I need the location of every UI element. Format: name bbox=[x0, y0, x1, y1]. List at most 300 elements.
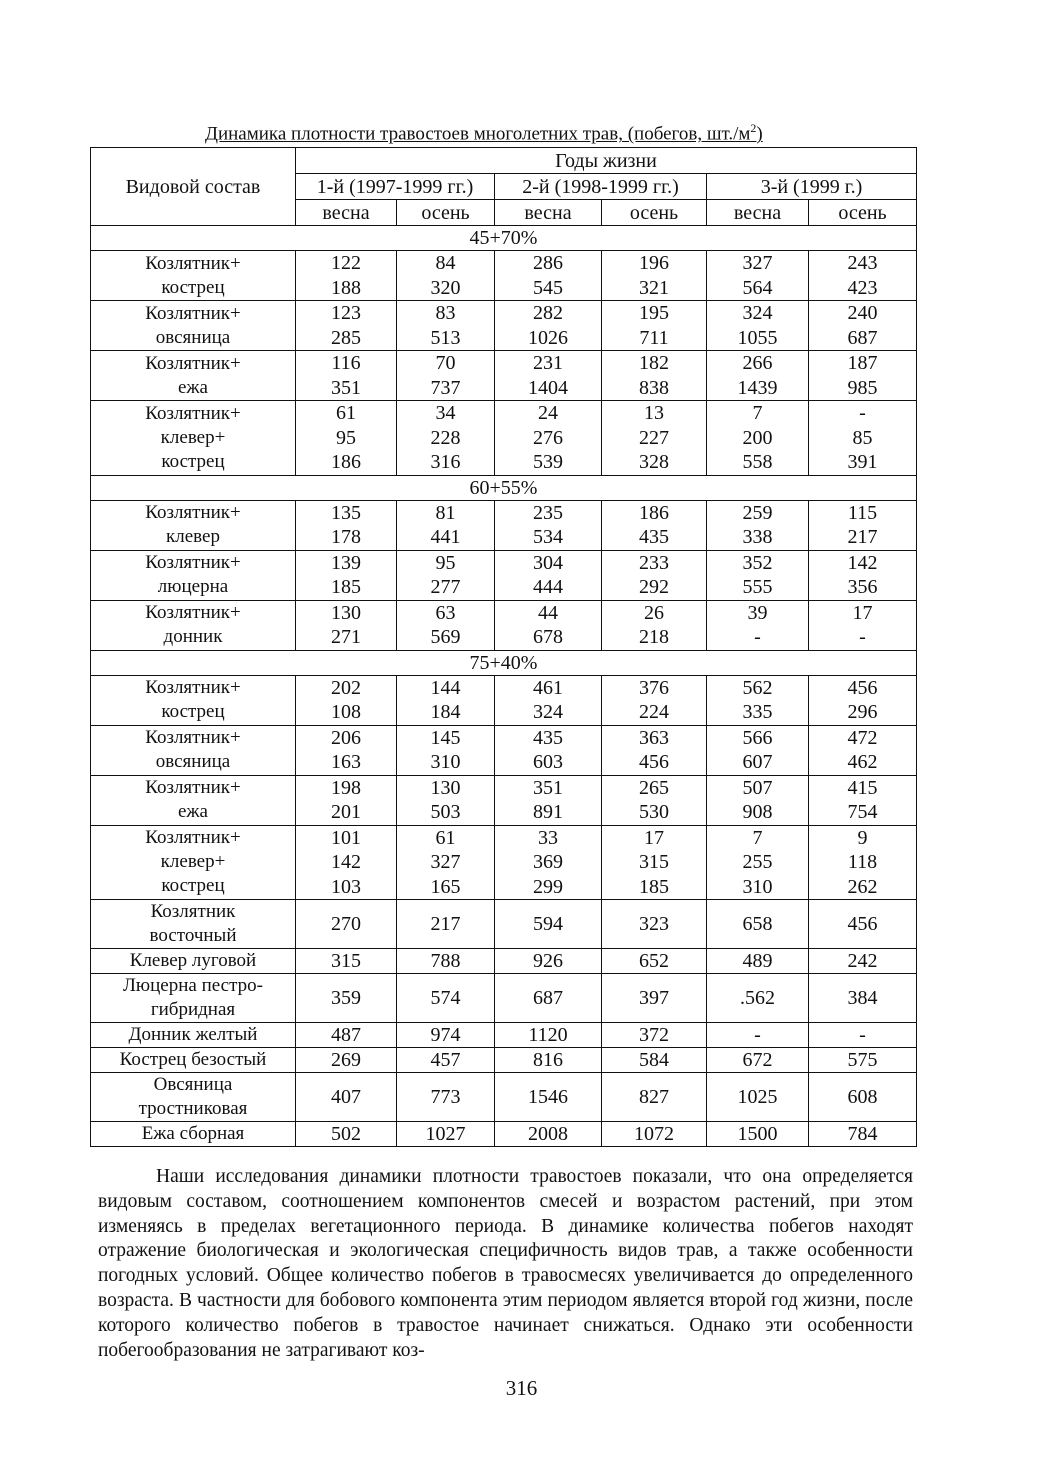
species-name-line: кострец bbox=[161, 875, 225, 897]
species-name-line: Козлятник+ bbox=[145, 602, 241, 623]
cell-value: 70 bbox=[435, 352, 456, 374]
cell-value: 240 bbox=[847, 302, 878, 324]
table-row bbox=[91, 1048, 917, 1073]
value-cell bbox=[602, 675, 707, 725]
value-cell bbox=[296, 775, 397, 825]
value-cell bbox=[809, 351, 917, 401]
cell-value: 534 bbox=[533, 526, 563, 548]
cell-value: 218 bbox=[639, 626, 669, 648]
value-cell bbox=[397, 351, 495, 401]
cell-value: 217 bbox=[847, 526, 878, 548]
value-cell bbox=[397, 301, 495, 351]
cell-value: 356 bbox=[847, 576, 878, 598]
year-2-header: 2-й (1998-1999 гг.) bbox=[495, 174, 707, 200]
species-name-line: гибридная bbox=[150, 999, 236, 1020]
cell-value: 285 bbox=[331, 326, 361, 349]
species-name bbox=[91, 1122, 296, 1147]
species-name-line: овсяница bbox=[155, 751, 231, 772]
value-cell bbox=[495, 550, 602, 600]
section-label: 45+70% bbox=[91, 226, 917, 251]
value-cell bbox=[397, 550, 495, 600]
table-row bbox=[91, 401, 917, 476]
cell-value: 1439 bbox=[737, 376, 778, 399]
cell-value: 562 bbox=[742, 676, 773, 699]
value-cell bbox=[602, 825, 707, 900]
cell-value: 324 bbox=[742, 302, 773, 324]
value-cell bbox=[397, 725, 495, 775]
cell-value: 369 bbox=[533, 851, 563, 873]
species-name bbox=[91, 401, 296, 476]
value-cell: 397 bbox=[602, 974, 707, 1023]
cell-value: 33 bbox=[538, 826, 558, 849]
table-body bbox=[91, 226, 917, 1147]
cell-value: 838 bbox=[639, 376, 669, 399]
value-cell bbox=[296, 401, 397, 476]
cell-value: 85 bbox=[852, 426, 873, 449]
cell-value: 569 bbox=[430, 626, 461, 648]
cell-value: 435 bbox=[639, 526, 669, 548]
cell-value: 435 bbox=[533, 726, 563, 749]
cell-value: 235 bbox=[533, 501, 563, 524]
cell-value: 122 bbox=[331, 252, 361, 274]
cell-value: 26 bbox=[644, 601, 664, 624]
species-name-line: Козлятник+ bbox=[145, 552, 241, 573]
cell-value: 603 bbox=[533, 751, 563, 773]
species-name bbox=[91, 900, 296, 949]
cell-value: 271 bbox=[331, 626, 361, 648]
cell-value: 108 bbox=[331, 701, 361, 723]
species-name-line: ежа bbox=[178, 376, 208, 398]
cell-value: 233 bbox=[639, 551, 669, 574]
cell-value: 265 bbox=[639, 776, 669, 799]
cell-value: 558 bbox=[742, 451, 773, 473]
value-cell: 574 bbox=[397, 974, 495, 1023]
table-row bbox=[91, 1122, 917, 1147]
value-cell: 1025 bbox=[707, 1073, 809, 1122]
table-row bbox=[91, 949, 917, 974]
value-cell bbox=[296, 725, 397, 775]
value-cell bbox=[707, 600, 809, 650]
species-name-line: Козлятник+ bbox=[145, 827, 241, 849]
value-cell: 487 bbox=[296, 1023, 397, 1048]
species-name-line: Козлятник+ bbox=[145, 352, 241, 374]
cell-value: 145 bbox=[430, 726, 461, 749]
value-cell bbox=[809, 301, 917, 351]
value-cell bbox=[602, 500, 707, 550]
cell-value: 687 bbox=[847, 326, 878, 349]
value-cell: 816 bbox=[495, 1048, 602, 1073]
value-cell bbox=[809, 725, 917, 775]
cell-value: 891 bbox=[533, 801, 563, 823]
value-cell bbox=[602, 301, 707, 351]
cell-value: 376 bbox=[639, 676, 669, 699]
cell-value: 163 bbox=[331, 751, 361, 773]
value-cell bbox=[296, 351, 397, 401]
species-name-line: клевер+ bbox=[160, 851, 226, 873]
cell-value: 139 bbox=[331, 551, 361, 574]
species-name-line: Люцерна пестро- bbox=[123, 975, 263, 996]
cell-value: 142 bbox=[847, 551, 878, 574]
cell-value: 231 bbox=[533, 352, 563, 374]
cell-value: 44 bbox=[538, 601, 558, 624]
value-cell bbox=[809, 251, 917, 301]
table-row bbox=[91, 251, 917, 301]
value-cell bbox=[397, 251, 495, 301]
value-cell: 315 bbox=[296, 949, 397, 974]
value-cell bbox=[602, 550, 707, 600]
value-cell bbox=[602, 775, 707, 825]
cell-value: 7 bbox=[752, 826, 763, 849]
table-header bbox=[91, 148, 917, 226]
value-cell bbox=[397, 775, 495, 825]
section-label: 75+40% bbox=[91, 650, 917, 675]
species-name-line: Козлятник+ bbox=[145, 502, 241, 523]
cell-value: 83 bbox=[435, 302, 456, 324]
value-cell bbox=[397, 401, 495, 476]
cell-value: 456 bbox=[847, 676, 878, 699]
cell-value: 441 bbox=[430, 526, 461, 548]
cell-value: 503 bbox=[430, 801, 461, 823]
cell-value: 123 bbox=[331, 302, 361, 324]
value-cell: 594 bbox=[495, 900, 602, 949]
section-row bbox=[91, 226, 917, 251]
cell-value: 84 bbox=[435, 252, 456, 274]
value-cell bbox=[495, 725, 602, 775]
table-caption bbox=[205, 121, 865, 145]
cell-value: 327 bbox=[742, 252, 773, 274]
cell-value: 545 bbox=[533, 276, 563, 299]
cell-value: 81 bbox=[435, 501, 456, 524]
cell-value: 228 bbox=[430, 426, 461, 449]
species-column-header: Видовой состав bbox=[91, 148, 296, 226]
value-cell: 372 bbox=[602, 1023, 707, 1048]
cell-value: 165 bbox=[430, 875, 461, 898]
cell-value: 142 bbox=[331, 851, 361, 873]
value-cell bbox=[296, 825, 397, 900]
value-cell: 1120 bbox=[495, 1023, 602, 1048]
cell-value: - bbox=[859, 402, 866, 424]
species-name-line: Козлятник+ bbox=[145, 727, 241, 748]
species-name-line: клевер bbox=[166, 526, 220, 547]
cell-value: 255 bbox=[742, 851, 773, 873]
value-cell: 784 bbox=[809, 1122, 917, 1147]
value-cell: .562 bbox=[707, 974, 809, 1023]
cell-value: 754 bbox=[847, 801, 878, 823]
value-cell bbox=[809, 675, 917, 725]
cell-value: 444 bbox=[533, 576, 563, 598]
cell-value: 185 bbox=[331, 576, 361, 598]
section-row bbox=[91, 650, 917, 675]
value-cell: 608 bbox=[809, 1073, 917, 1122]
value-cell bbox=[495, 600, 602, 650]
cell-value: 315 bbox=[639, 851, 669, 873]
value-cell: 502 bbox=[296, 1122, 397, 1147]
value-cell: 242 bbox=[809, 949, 917, 974]
cell-value: 95 bbox=[435, 551, 456, 574]
species-name bbox=[91, 301, 296, 351]
value-cell bbox=[707, 550, 809, 600]
cell-value: 472 bbox=[847, 726, 878, 749]
cell-value: 310 bbox=[430, 751, 461, 773]
cell-value: 17 bbox=[852, 601, 873, 624]
value-cell bbox=[296, 301, 397, 351]
cell-value: 415 bbox=[847, 776, 878, 799]
species-name bbox=[91, 1073, 296, 1122]
cell-value: 276 bbox=[533, 426, 563, 449]
cell-value: 286 bbox=[533, 252, 563, 274]
value-cell bbox=[397, 500, 495, 550]
species-name bbox=[91, 825, 296, 900]
table-row bbox=[91, 301, 917, 351]
cell-value: 186 bbox=[639, 501, 669, 524]
section-label: 60+55% bbox=[91, 475, 917, 500]
species-name-line: Донник желтый bbox=[128, 1024, 258, 1045]
cell-value: 328 bbox=[639, 451, 669, 473]
table-row bbox=[91, 900, 917, 949]
caption-text: Динамика плотности травостоев многолетних трав, (побегов, шт./м bbox=[205, 123, 751, 145]
species-name bbox=[91, 974, 296, 1023]
species-name-line: Козлятник+ bbox=[145, 402, 241, 424]
cell-value: 352 bbox=[742, 551, 773, 574]
cell-value: 118 bbox=[847, 851, 878, 873]
species-name-line: Козлятник+ bbox=[145, 252, 241, 274]
cell-value: 607 bbox=[742, 751, 773, 773]
season-header: весна bbox=[495, 200, 602, 226]
table-row bbox=[91, 500, 917, 550]
cell-value: 1055 bbox=[737, 326, 778, 349]
cell-value: 324 bbox=[533, 701, 563, 723]
cell-value: 39 bbox=[747, 601, 768, 624]
value-cell bbox=[296, 675, 397, 725]
cell-value: 678 bbox=[533, 626, 563, 648]
cell-value: 184 bbox=[430, 701, 461, 723]
cell-value: 144 bbox=[430, 676, 461, 699]
species-name-line: Клевер луговой bbox=[129, 950, 257, 971]
cell-value: 224 bbox=[639, 701, 669, 723]
cell-value: 9 bbox=[857, 826, 868, 849]
cell-value: 1026 bbox=[528, 326, 568, 349]
value-cell: 456 bbox=[809, 900, 917, 949]
cell-value: 507 bbox=[742, 776, 773, 799]
cell-value: 391 bbox=[847, 451, 878, 473]
cell-value: 259 bbox=[742, 501, 773, 524]
cell-value: - bbox=[859, 626, 866, 648]
cell-value: 327 bbox=[430, 851, 461, 873]
value-cell: 926 bbox=[495, 949, 602, 974]
value-cell bbox=[495, 675, 602, 725]
species-name-line: клевер+ bbox=[160, 426, 226, 448]
value-cell: 323 bbox=[602, 900, 707, 949]
cell-value: 178 bbox=[331, 526, 361, 548]
season-header: весна bbox=[296, 200, 397, 226]
cell-value: 266 bbox=[742, 352, 773, 374]
cell-value: 182 bbox=[639, 352, 669, 374]
table-row bbox=[91, 974, 917, 1023]
cell-value: 188 bbox=[331, 276, 361, 299]
cell-value: 185 bbox=[639, 875, 669, 898]
year-1-header: 1-й (1997-1999 гг.) bbox=[296, 174, 495, 200]
value-cell bbox=[296, 251, 397, 301]
cell-value: 566 bbox=[742, 726, 773, 749]
cell-value: 351 bbox=[331, 376, 361, 399]
value-cell: - bbox=[809, 1023, 917, 1048]
body-text bbox=[98, 1165, 913, 1363]
value-cell bbox=[495, 351, 602, 401]
value-cell bbox=[809, 825, 917, 900]
cell-value: 555 bbox=[742, 576, 773, 598]
value-cell: 687 bbox=[495, 974, 602, 1023]
cell-value: 195 bbox=[639, 302, 669, 324]
value-cell bbox=[809, 500, 917, 550]
species-name-line: кострец bbox=[161, 450, 225, 472]
species-name-line: люцерна bbox=[157, 576, 229, 597]
value-cell: 384 bbox=[809, 974, 917, 1023]
species-name bbox=[91, 775, 296, 825]
value-cell bbox=[397, 675, 495, 725]
value-cell: - bbox=[707, 1023, 809, 1048]
value-cell bbox=[397, 825, 495, 900]
cell-value: 187 bbox=[847, 352, 878, 374]
cell-value: 530 bbox=[639, 801, 669, 823]
page-number: 316 bbox=[505, 1376, 538, 1400]
species-name-line: Ежа сборная bbox=[141, 1123, 245, 1144]
shoot-density-table bbox=[90, 147, 917, 1147]
cell-value: 320 bbox=[430, 276, 461, 299]
value-cell bbox=[602, 600, 707, 650]
species-name bbox=[91, 1048, 296, 1073]
value-cell bbox=[602, 725, 707, 775]
value-cell bbox=[707, 775, 809, 825]
cell-value: 61 bbox=[435, 826, 456, 849]
species-name-line: восточный bbox=[149, 925, 237, 946]
value-cell bbox=[809, 550, 917, 600]
value-cell bbox=[707, 500, 809, 550]
species-name-line: Овсяница bbox=[153, 1074, 233, 1095]
value-cell bbox=[495, 301, 602, 351]
table-row bbox=[91, 351, 917, 401]
value-cell: 270 bbox=[296, 900, 397, 949]
caption-tail: ) bbox=[756, 123, 763, 145]
species-name bbox=[91, 725, 296, 775]
season-header: осень bbox=[809, 200, 917, 226]
species-name-line: кострец bbox=[161, 701, 225, 722]
cell-value: 243 bbox=[847, 252, 878, 274]
value-cell: 217 bbox=[397, 900, 495, 949]
table-row bbox=[91, 600, 917, 650]
species-name bbox=[91, 251, 296, 301]
cell-value: 103 bbox=[331, 875, 361, 898]
value-cell: 827 bbox=[602, 1073, 707, 1122]
value-cell bbox=[707, 675, 809, 725]
value-cell: 974 bbox=[397, 1023, 495, 1048]
season-header: осень bbox=[397, 200, 495, 226]
cell-value: 711 bbox=[639, 326, 669, 349]
species-name-line: овсяница bbox=[155, 326, 231, 348]
section-row bbox=[91, 475, 917, 500]
table-row bbox=[91, 1023, 917, 1048]
year-3-header: 3-й (1999 г.) bbox=[707, 174, 917, 200]
value-cell: 457 bbox=[397, 1048, 495, 1073]
table-row bbox=[91, 725, 917, 775]
species-name-line: Козлятник+ bbox=[145, 302, 241, 324]
species-name bbox=[91, 550, 296, 600]
species-name bbox=[91, 600, 296, 650]
cell-value: 292 bbox=[639, 576, 669, 598]
species-name-line: Козлятник bbox=[150, 901, 236, 922]
value-cell: 2008 bbox=[495, 1122, 602, 1147]
value-cell bbox=[707, 251, 809, 301]
cell-value: 130 bbox=[331, 601, 361, 624]
value-cell: 584 bbox=[602, 1048, 707, 1073]
value-cell bbox=[809, 600, 917, 650]
value-cell bbox=[495, 825, 602, 900]
value-cell bbox=[602, 351, 707, 401]
value-cell bbox=[495, 401, 602, 476]
value-cell: 652 bbox=[602, 949, 707, 974]
cell-value: 135 bbox=[331, 501, 361, 524]
cell-value: 423 bbox=[847, 276, 878, 299]
cell-value: 462 bbox=[847, 751, 878, 773]
value-cell bbox=[296, 600, 397, 650]
species-name bbox=[91, 500, 296, 550]
cell-value: 299 bbox=[533, 875, 563, 898]
cell-value: 461 bbox=[533, 676, 563, 699]
value-cell bbox=[707, 351, 809, 401]
value-cell: 1500 bbox=[707, 1122, 809, 1147]
value-cell bbox=[495, 500, 602, 550]
cell-value: 201 bbox=[331, 801, 361, 823]
cell-value: - bbox=[754, 626, 761, 648]
table-row bbox=[91, 775, 917, 825]
species-name-line: донник bbox=[163, 626, 223, 647]
species-name-line: кострец bbox=[161, 276, 225, 298]
value-cell: 1027 bbox=[397, 1122, 495, 1147]
species-name-line: тростниковая bbox=[138, 1098, 248, 1119]
cell-value: 130 bbox=[430, 776, 461, 799]
cell-value: 202 bbox=[331, 676, 361, 699]
value-cell bbox=[707, 301, 809, 351]
value-cell: 788 bbox=[397, 949, 495, 974]
cell-value: 908 bbox=[742, 801, 773, 823]
cell-value: 61 bbox=[336, 402, 356, 424]
value-cell bbox=[296, 550, 397, 600]
cell-value: 196 bbox=[639, 252, 669, 274]
value-cell: 407 bbox=[296, 1073, 397, 1122]
cell-value: 1404 bbox=[528, 376, 568, 399]
value-cell: 359 bbox=[296, 974, 397, 1023]
season-header: осень bbox=[602, 200, 707, 226]
cell-value: 737 bbox=[430, 376, 461, 399]
cell-value: 200 bbox=[742, 426, 773, 449]
cell-value: 115 bbox=[847, 501, 878, 524]
caption-superscript: 2 bbox=[750, 121, 757, 135]
cell-value: 351 bbox=[533, 776, 563, 799]
cell-value: 539 bbox=[533, 451, 563, 473]
table-row bbox=[91, 1073, 917, 1122]
cell-value: 17 bbox=[644, 826, 664, 849]
cell-value: 262 bbox=[847, 875, 878, 898]
cell-value: 321 bbox=[639, 276, 669, 299]
cell-value: 95 bbox=[336, 426, 356, 449]
season-header: весна bbox=[707, 200, 809, 226]
species-name-line: ежа bbox=[178, 801, 208, 822]
cell-value: 277 bbox=[430, 576, 461, 598]
cell-value: 316 bbox=[430, 451, 461, 473]
cell-value: 985 bbox=[847, 376, 878, 399]
value-cell bbox=[397, 600, 495, 650]
cell-value: 513 bbox=[430, 326, 461, 349]
cell-value: 206 bbox=[331, 726, 361, 749]
